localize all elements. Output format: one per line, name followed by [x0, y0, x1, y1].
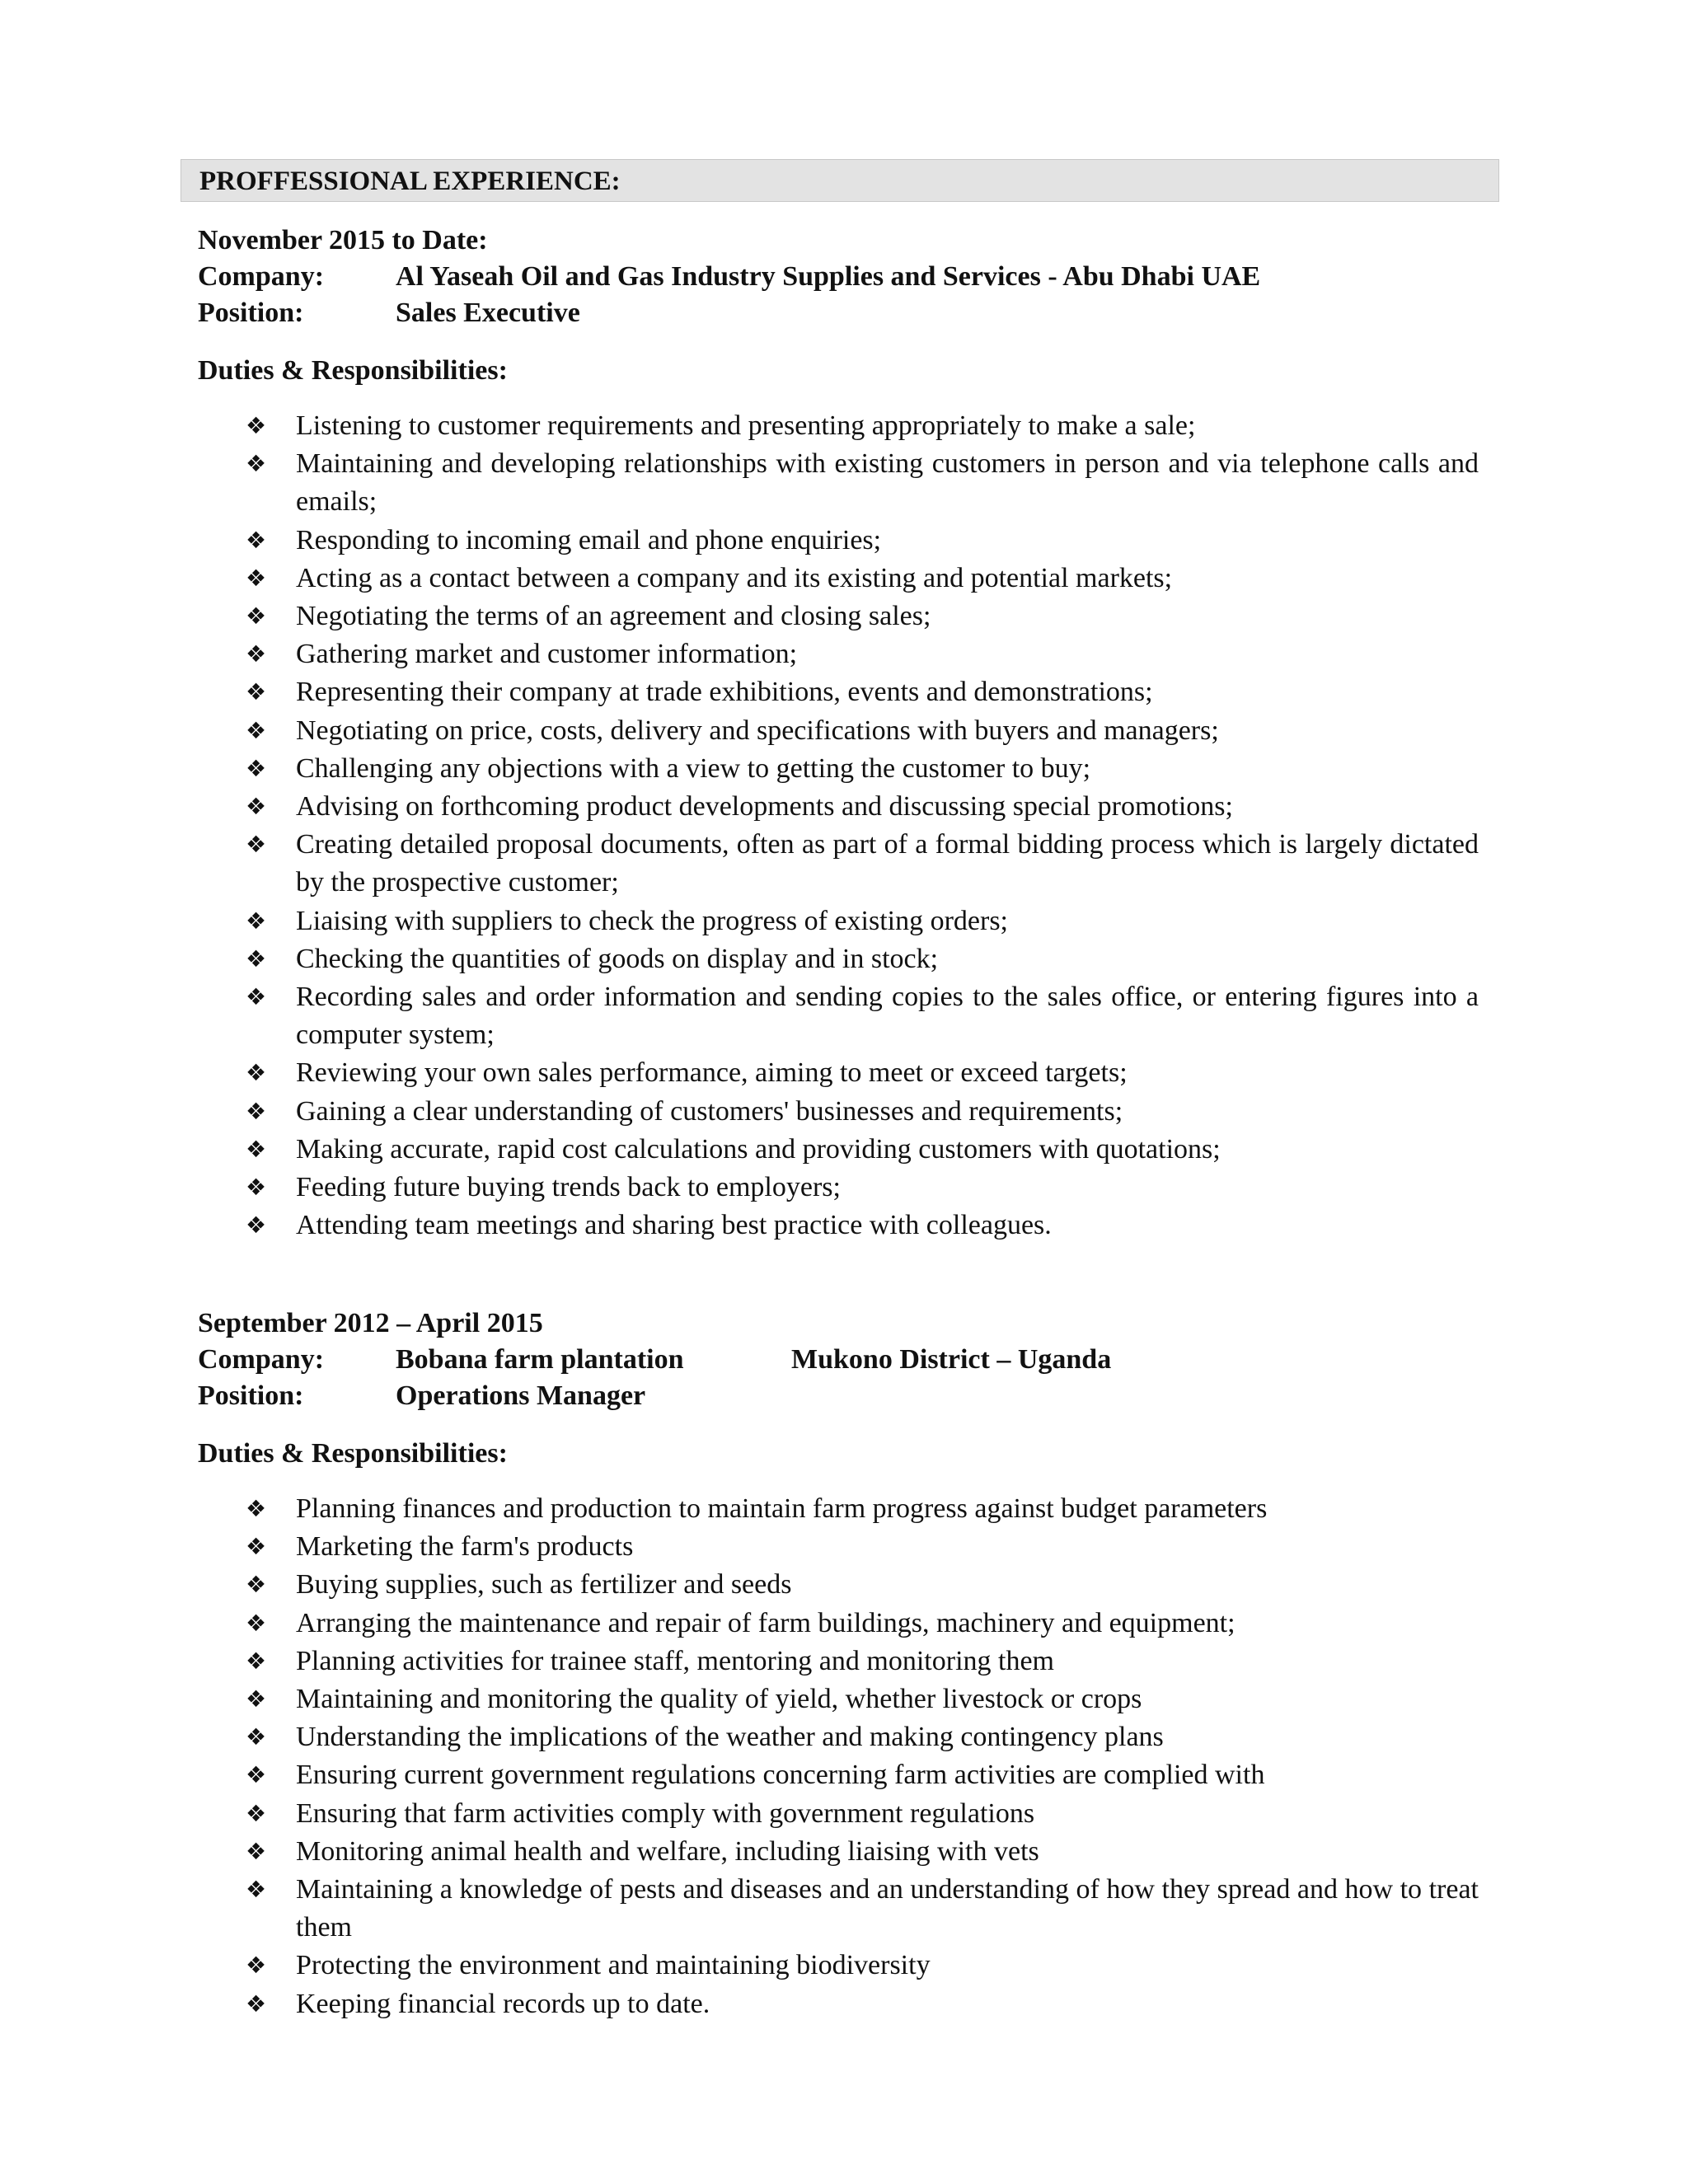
duty-item	[198, 1833, 1479, 1871]
duty-item	[198, 940, 1479, 978]
duty-text: Maintaining and monitoring the quality of yield, whether livestock or crops	[296, 1684, 1142, 1715]
duty-text: Making accurate, rapid cost calculations and providing customers with quotations;	[296, 1133, 1221, 1165]
duty-item	[198, 1718, 1479, 1756]
duty-item	[198, 1169, 1479, 1207]
diamond-bullet-icon: ❖	[246, 1174, 267, 1202]
company-label: Company:	[198, 1344, 325, 1375]
duty-text: Negotiating the terms of an agreement and closing sales;	[296, 601, 931, 632]
company-row	[198, 259, 1500, 295]
company-label: Company:	[198, 261, 325, 292]
duty-text: Arranging the maintenance and repair of farm buildings, machinery and equipment;	[296, 1607, 1236, 1638]
job-entry	[198, 223, 1500, 1244]
diamond-bullet-icon: ❖	[246, 944, 267, 972]
duty-item	[198, 1093, 1479, 1131]
duty-text: Maintaining a knowledge of pests and diseases and an understanding of how they spread and how to treat them	[296, 1874, 1479, 1943]
diamond-bullet-icon: ❖	[246, 983, 267, 1011]
section-header-bar	[181, 159, 1499, 202]
diamond-bullet-icon: ❖	[246, 564, 267, 592]
job-period: September 2012 – April 2015	[198, 1308, 543, 1338]
duty-text: Liaising with suppliers to check the progress of existing orders;	[296, 905, 1008, 936]
duties-list	[198, 407, 1500, 1244]
duty-item	[198, 1566, 1479, 1604]
company-row	[198, 1342, 1500, 1378]
duty-item	[198, 1207, 1479, 1244]
duty-text: Marketing the farm's products	[296, 1531, 634, 1563]
diamond-bullet-icon: ❖	[246, 1837, 267, 1865]
diamond-bullet-icon: ❖	[246, 1761, 267, 1789]
diamond-bullet-icon: ❖	[246, 1952, 267, 1980]
diamond-bullet-icon: ❖	[246, 1097, 267, 1125]
job-period: November 2015 to Date:	[198, 225, 488, 255]
duty-text: Buying supplies, such as fertilizer and seeds	[296, 1569, 792, 1601]
position-label: Position:	[198, 298, 304, 328]
diamond-bullet-icon: ❖	[246, 1212, 267, 1240]
duty-item	[198, 1643, 1479, 1680]
duty-text: Acting as a contact between a company and its existing and potential markets;	[296, 562, 1173, 593]
duty-item	[198, 826, 1479, 902]
duty-text: Gaining a clear understanding of customers' businesses and requirements;	[296, 1095, 1123, 1127]
duty-text: Attending team meetings and sharing best practice with colleagues.	[296, 1210, 1052, 1241]
diamond-bullet-icon: ❖	[246, 1990, 267, 2018]
duty-item	[198, 445, 1479, 521]
company-name: Al Yaseah Oil and Gas Industry Supplies and Services - Abu Dhabi UAE	[396, 261, 1261, 292]
position-title: Sales Executive	[396, 298, 580, 328]
diamond-bullet-icon: ❖	[246, 716, 267, 744]
duty-item	[198, 788, 1479, 826]
duty-text: Protecting the environment and maintaining biodiversity	[296, 1950, 931, 1981]
duty-text: Gathering market and customer information;	[296, 639, 798, 670]
diamond-bullet-icon: ❖	[246, 602, 267, 630]
duty-text: Ensuring that farm activities comply with government regulations	[296, 1797, 1035, 1829]
duty-item	[198, 978, 1479, 1054]
duty-item	[198, 902, 1479, 940]
duties-list	[198, 1490, 1500, 2023]
diamond-bullet-icon: ❖	[246, 793, 267, 821]
diamond-bullet-icon: ❖	[246, 1571, 267, 1599]
duty-item	[198, 1795, 1479, 1833]
duty-item	[198, 1528, 1479, 1566]
diamond-bullet-icon: ❖	[246, 1723, 267, 1751]
diamond-bullet-icon: ❖	[246, 1495, 267, 1522]
diamond-bullet-icon: ❖	[246, 1876, 267, 1904]
duty-item	[198, 1680, 1479, 1718]
duty-text: Planning finances and production to maintain farm progress against budget parameters	[296, 1493, 1268, 1524]
duty-text: Listening to customer requirements and presenting appropriately to make a sale;	[296, 410, 1196, 441]
duty-text: Negotiating on price, costs, delivery and specifications with buyers and managers;	[296, 715, 1219, 746]
diamond-bullet-icon: ❖	[246, 1059, 267, 1087]
duty-item	[198, 1985, 1479, 2023]
duty-text: Feeding future buying trends back to employers;	[296, 1172, 841, 1203]
duty-text: Ensuring current government regulations concerning farm activities are complied with	[296, 1760, 1265, 1791]
diamond-bullet-icon: ❖	[246, 754, 267, 782]
duty-item	[198, 1490, 1479, 1528]
duty-text: Representing their company at trade exhibitions, events and demonstrations;	[296, 677, 1153, 708]
duty-item	[198, 407, 1479, 445]
duty-item	[198, 712, 1479, 750]
diamond-bullet-icon: ❖	[246, 1647, 267, 1675]
diamond-bullet-icon: ❖	[246, 450, 267, 478]
duty-text: Checking the quantities of goods on display and in stock;	[296, 943, 939, 974]
duty-item	[198, 522, 1479, 560]
duty-item	[198, 1947, 1479, 1985]
duty-text: Planning activities for trainee staff, mentoring and monitoring them	[296, 1645, 1054, 1676]
duty-item	[198, 635, 1479, 673]
duty-text: Maintaining and developing relationships with existing customers in person and via telephone calls and emails;	[296, 448, 1479, 518]
section-title: PROFFESSIONAL EXPERIENCE:	[199, 166, 621, 196]
duty-text: Keeping financial records up to date.	[296, 1988, 710, 2019]
diamond-bullet-icon: ❖	[246, 526, 267, 554]
duties-heading: Duties & Responsibilities:	[198, 355, 508, 386]
position-row	[198, 295, 1500, 331]
duty-text: Creating detailed proposal documents, often as part of a formal bidding process which is largely dictated by the prospective customer;	[296, 829, 1479, 898]
duty-text: Understanding the implications of the weather and making contingency plans	[296, 1722, 1164, 1753]
diamond-bullet-icon: ❖	[246, 1685, 267, 1713]
duty-text: Advising on forthcoming product developments and discussing special promotions;	[296, 791, 1233, 823]
duty-item	[198, 598, 1479, 635]
position-label: Position:	[198, 1380, 304, 1411]
diamond-bullet-icon: ❖	[246, 640, 267, 668]
duty-item	[198, 1756, 1479, 1794]
duty-item	[198, 560, 1479, 598]
diamond-bullet-icon: ❖	[246, 1609, 267, 1637]
duty-text: Responding to incoming email and phone enquiries;	[296, 524, 882, 555]
diamond-bullet-icon: ❖	[246, 412, 267, 439]
diamond-bullet-icon: ❖	[246, 1799, 267, 1827]
duty-item	[198, 1054, 1479, 1092]
duties-heading: Duties & Responsibilities:	[198, 1438, 508, 1469]
job-entry	[198, 1305, 1500, 2023]
diamond-bullet-icon: ❖	[246, 907, 267, 935]
diamond-bullet-icon: ❖	[246, 1135, 267, 1163]
duty-item	[198, 1131, 1479, 1169]
duty-text: Reviewing your own sales performance, aiming to meet or exceed targets;	[296, 1057, 1128, 1089]
company-location: Mukono District – Uganda	[791, 1344, 1112, 1375]
duty-text: Monitoring animal health and welfare, including liaising with vets	[296, 1835, 1039, 1867]
duty-item	[198, 673, 1479, 711]
duty-text: Challenging any objections with a view to getting the customer to buy;	[296, 752, 1091, 784]
position-row	[198, 1378, 1500, 1414]
duty-text: Recording sales and order information and sending copies to the sales office, or entering figures into a computer system;	[296, 982, 1479, 1051]
diamond-bullet-icon: ❖	[246, 831, 267, 859]
duty-item	[198, 1605, 1479, 1643]
position-title: Operations Manager	[396, 1380, 646, 1411]
diamond-bullet-icon: ❖	[246, 678, 267, 706]
duty-item	[198, 1871, 1479, 1947]
company-name: Bobana farm plantation	[396, 1344, 684, 1375]
diamond-bullet-icon: ❖	[246, 1533, 267, 1561]
duty-item	[198, 750, 1479, 788]
